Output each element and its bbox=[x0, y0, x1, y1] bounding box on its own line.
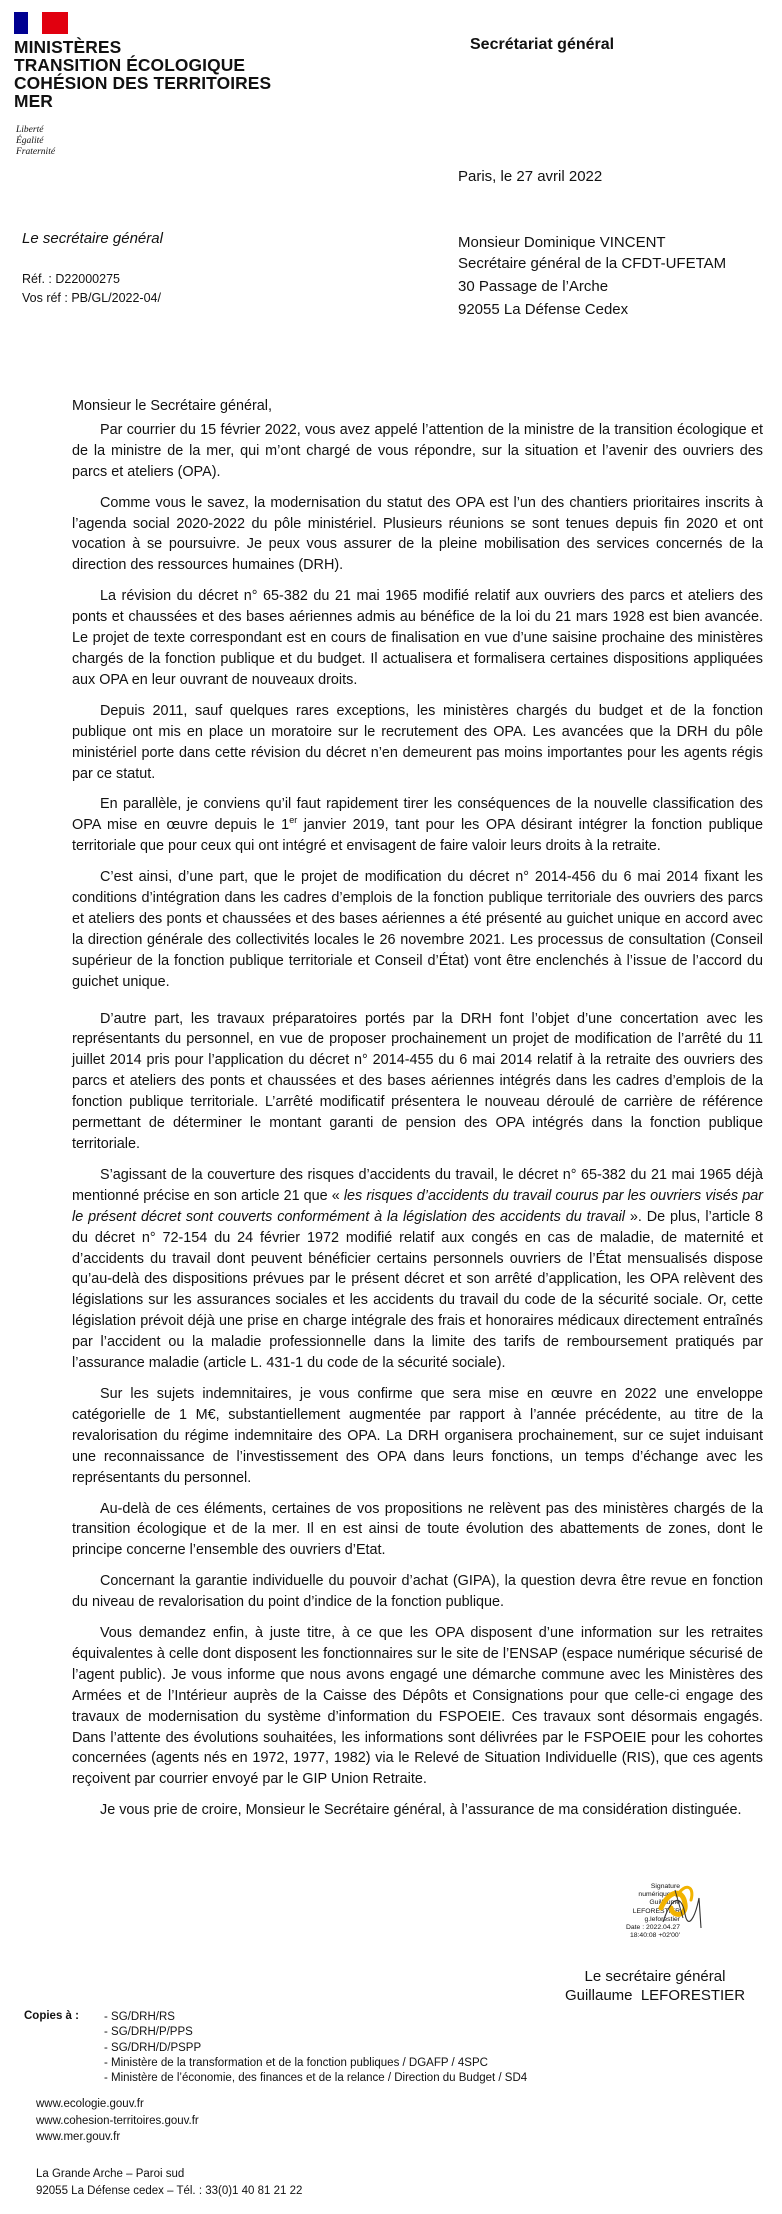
recipient-address bbox=[458, 232, 726, 320]
motto-line: Fraternité bbox=[16, 147, 56, 157]
ministry-line: MINISTÈRES bbox=[14, 37, 122, 57]
stamp-line: Date : 2022.04.27 bbox=[625, 1924, 680, 1932]
letter-date: Paris, le 27 avril 2022 bbox=[458, 168, 603, 185]
ministry-line: MER bbox=[14, 91, 53, 111]
paragraph: D’autre part, les travaux préparatoires portés par la DRH font l’objet d’une concertation avec les représentants du personnel, en vue de proposer prochainement un projet de modification de l’arrêté du 11 juillet 2014 pris pour l’application du décret n° 2014-455 du 6 mai 2014 relatif à la retraite des ouvriers des parcs et ateliers des ponts et chaussées et des bases aériennes intégrés dans les cadres d’emplois de la fonction publique territoriale. L’arrêté modificatif présentera le nouveau déroulé de carrière de référence permettant de déterminer le montant garanti de pension des OPA intégrés dans la fonction publique territoriale. bbox=[72, 1010, 763, 1152]
republic-flag-logo bbox=[14, 12, 68, 34]
paragraph bbox=[72, 794, 763, 857]
footer-address bbox=[36, 2166, 302, 2200]
motto-line: Égalité bbox=[16, 136, 44, 146]
recipient-line: Secrétaire général de la CFDT-UFETAM bbox=[458, 255, 727, 272]
paragraph: C’est ainsi, d’une part, que le projet de modification du décret n° 2014-456 du 6 mai 2014 fixant les conditions d’intégration dans les cadres d’emplois de la fonction publique territoriale des ouvriers des parcs et ateliers des ponts et chaussées et des bases aériennes a été présenté au guichet unique en accord avec la direction générale des collectivités locales le 26 novembre 2021. Les processus de consultation (Conseil supérieur de la fonction publique territoriale et Conseil d’État) vont être enclenchés à l’issue de l’accord du guichet unique. bbox=[72, 869, 763, 990]
stamp-line: numérique de bbox=[638, 1891, 680, 1899]
paragraph: La révision du décret n° 65-382 du 21 mai 1965 modifié relatif aux ouvriers des parcs et ateliers des ponts et chaussées et des bases aériennes admis au bénéfice de la loi du 21 mars 1928 est bien avancée. Le projet de texte correspondant est en cours de finalisation en vue d’une saisine prochaine des ministères chargés de la fonction publique et du budget. Il actualisera et formalisera certaines dispositions appliquées aux OPA en leur ouvrant de nouveaux droits. bbox=[72, 588, 763, 688]
recipient-line: 30 Passage de l’Arche bbox=[458, 278, 609, 295]
website-link[interactable]: www.cohesion-territoires.gouv.fr bbox=[36, 2114, 199, 2127]
signature-mark-icon bbox=[655, 1878, 707, 1936]
paragraph: Comme vous le savez, la modernisation du statut des OPA est l’un des chantiers prioritaires inscrits à l’agenda social 2020-2022 du pôle ministériel. Plusieurs réunions se sont tenues depuis fin 2020 et ont vocation à se poursuivre. Je peux vous assurer de la pleine mobilisation des services concernés de la direction des ressources humaines (DRH). bbox=[72, 494, 763, 574]
paragraph: Je vous prie de croire, Monsieur le Secrétaire général, à l’assurance de ma considération distinguée. bbox=[100, 1802, 742, 1819]
republic-motto bbox=[16, 125, 55, 158]
sender-role: Le secrétaire général bbox=[22, 230, 163, 247]
ministry-line: TRANSITION ÉCOLOGIQUE bbox=[14, 55, 246, 75]
paragraph bbox=[72, 1165, 763, 1374]
paragraph: Sur les sujets indemnitaires, je vous confirme que sera mise en œuvre en 2022 une enveloppe catégorielle de 1 M€, substantiellement augmentée par rapport à l’année précédente, au titre de la revalorisation du régime indemnitaire des OPA. La DRH organisera prochainement, sur ce sujet induisant une reconnaissance de l’investissement des OPA dans leurs fonctions, un temps d’échange avec les représentants du personnel. bbox=[72, 1385, 763, 1486]
paragraph-text: ». De plus, l’article 8 du décret n° 72-154 du 24 février 1972 modifié relatif aux congés en cas de maladie, de maternité et d’accidents du travail dont peuvent bénéficier certains personnels ouvriers de l’État mensualisés dispose qu’au-delà des dispositions prévues par le présent décret et son arrêté d’application, les OPA relèvent des législations sur les assurances sociales et les accidents du travail du code de la sécurité sociale. Or, cette législation prévoit déjà une prise en charge intégrale des frais et honoraires médicaux directement entraînés par l’accident ou la maladie professionnelle dans la limite des tarifs de remboursement pratiqués par l’assurance maladie (article L. 431-1 du code de la sécurité sociale). bbox=[72, 1208, 763, 1372]
greeting: Monsieur le Secrétaire général, bbox=[72, 398, 272, 414]
copies-label: Copies à : bbox=[24, 2010, 79, 2022]
paragraph: Par courrier du 15 février 2022, vous avez appelé l’attention de la ministre de la transition écologique et de la ministre de la mer, qui m’ont chargé de vous répondre, sur la situation et l’avenir des ouvriers des parcs et ateliers (OPA). bbox=[72, 421, 763, 480]
paragraph: Vous demandez enfin, à juste titre, à ce que les OPA disposent d’une information sur les retraites équivalentes à celle dont disposent les fonctionnaires sur le site de l’ENSAP (espace numérique sécurisé de l’agent public). Je vous informe que nous avons engagé une démarche commune avec les Ministères des Armées et de l’Intérieur auprès de la Caisse des Dépôts et Consignations pour que celle-ci engage des travaux de modernisation du système d’information du FSPOEIE. Ces travaux sont désormais engagés. Dans l’attente des évolutions souhaitées, les informations sont délivrées par le FSPOEIE pour les cohortes concernées (agents nés en 1972, 1977, 1982) via le Relevé de Situation Individuelle (RIS), que ces agents reçoivent par courrier envoyé par le GIP Union Retraite. bbox=[72, 1625, 763, 1788]
service-name: Secrétariat général bbox=[470, 36, 615, 53]
copies-list bbox=[104, 2010, 527, 2086]
signatory bbox=[555, 1967, 755, 2005]
signatory-name: Guillaume LEFORESTIER bbox=[564, 1987, 746, 2004]
address-line: 92055 La Défense cedex – Tél. : 33(0)1 40 81 21 22 bbox=[36, 2185, 303, 2197]
stamp-line: 18:40:08 +02'00' bbox=[629, 1932, 680, 1940]
paragraph: Concernant la garantie individuelle du pouvoir d’achat (GIPA), la question devra être revue en fonction du niveau de revalorisation du point d’indice de la fonction publique. bbox=[72, 1573, 763, 1611]
paragraph: Au-delà de ces éléments, certaines de vos propositions ne relèvent pas des ministères chargés de la transition écologique et de la mer. Il en est ainsi de toute évolution des abattements de zones, dont le principe concerne l’ensemble des ouvriers d’Etat. bbox=[72, 1500, 763, 1559]
stamp-line: g.leforestier bbox=[644, 1915, 680, 1923]
superscript: er bbox=[289, 815, 298, 826]
copy-recipient: - SG/DRH/D/PSPP bbox=[104, 2041, 202, 2054]
ministry-line: COHÉSION DES TERRITOIRES bbox=[14, 73, 272, 93]
recipient-line: 92055 La Défense Cedex bbox=[458, 301, 629, 318]
paragraph: Depuis 2011, sauf quelques rares exceptions, les ministères chargés du budget et de la fonction publique ont mis en place un moratoire sur le recrutement des OPA. Les avancées que la DRH du pôle ministériel porte dans cette révision du décret n’en demeurent pas moins importantes pour les agents régis par ce statut. bbox=[72, 702, 763, 782]
motto-line: Liberté bbox=[16, 125, 44, 135]
paragraph-text: S’agissant de la couverture des risques d’accidents du travail, le décret n° 65-382 du 21 mai 1965 déjà mentionné précise en son article 21 que « bbox=[72, 1166, 763, 1204]
letter-body bbox=[72, 396, 763, 1831]
stamp-line: Guillaume bbox=[649, 1899, 680, 1907]
stamp-line: LEFORESTIER bbox=[632, 1907, 680, 1915]
website-link[interactable]: www.mer.gouv.fr bbox=[36, 2131, 121, 2143]
copy-recipient: - Ministère de la transformation et de la fonction publiques / DGAFP / 4SPC bbox=[104, 2056, 488, 2069]
recipient-line: Monsieur Dominique VINCENT bbox=[458, 234, 666, 251]
references bbox=[22, 270, 161, 308]
paragraph-text: janvier 2019, tant pour les OPA désirant intégrer la fonction publique territoriale que pour ceux qui ont intégré et envisagent de faire valoir leurs droits à la retraite. bbox=[72, 817, 763, 855]
footer-websites bbox=[36, 2096, 199, 2146]
your-reference: Vos réf : PB/GL/2022-04/ bbox=[22, 291, 161, 305]
copy-recipient: - SG/DRH/RS bbox=[104, 2011, 175, 2023]
ministry-name bbox=[14, 38, 271, 110]
paragraph-text: En parallèle, je conviens qu’il faut rapidement tirer les conséquences de la nouvelle classification des OPA mise en œuvre depuis le 1 bbox=[72, 796, 763, 834]
website-link[interactable]: www.ecologie.gouv.fr bbox=[36, 2098, 144, 2110]
reference: Réf. : D22000275 bbox=[22, 272, 120, 286]
signatory-title: Le secrétaire général bbox=[584, 1968, 726, 1985]
stamp-line: Signature bbox=[650, 1883, 680, 1890]
address-line: La Grande Arche – Paroi sud bbox=[36, 2168, 185, 2180]
copy-recipient: - SG/DRH/P/PPS bbox=[104, 2026, 193, 2039]
copy-recipient: - Ministère de l’économie, des finances et de la relance / Direction du Budget / SD4 bbox=[104, 2072, 528, 2085]
quotation: les risques d’accidents du travail courus par les ouvriers visés par le présent décret sont couverts conformément à la législation des accidents du travail bbox=[72, 1187, 763, 1225]
